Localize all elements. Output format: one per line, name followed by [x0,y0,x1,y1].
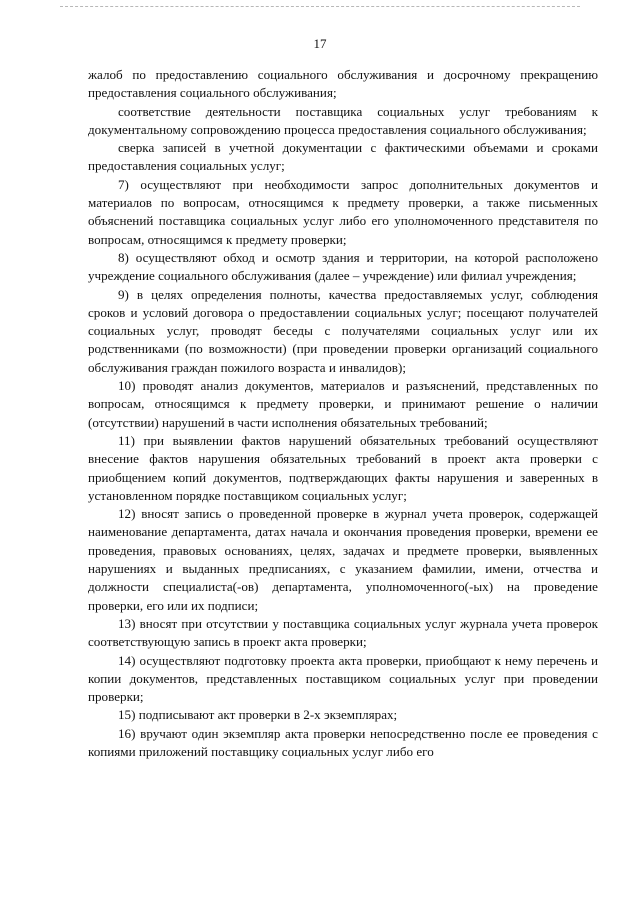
paragraph: жалоб по предоставлению социального обслуживания и досрочному прекращению предоставления социального обслуживания; [88,67,598,101]
page-number: 17 [313,36,327,51]
paragraph: соответствие деятельности поставщика социальных услуг требованиям к документальному сопровождению процесса предоставления социального обслуживания; [88,103,598,137]
paragraph: 15) подписывают акт проверки в 2-х экземплярах; [118,707,398,723]
paragraph: 14) осуществляют подготовку проекта акта проверки, приобщают к нему перечень и копии документов, представленных поставщиком социальных услуг при проведении проверки; [88,652,598,705]
paragraph: 8) осуществляют обход и осмотр здания и территории, на которой расположено учреждение социального обслуживания (далее – учреждение) или филиал учреждения; [88,249,598,284]
paragraph: 9) в целях определения полноты, качества предоставляемых услуг, соблюдения сроков и условий договора о предоставлении социальных услуг; посещают получателей социальных услуг, проводят беседы с получателями социальных услуг или их родственниками (по возможности) (при проведении проверки организаций социального обслуживания граждан пожилого возраста и инвалидов); [88,286,598,375]
paragraph: 10) проводят анализ документов, материалов и разъяснений, представленных по вопросам, относящимся к предмету проверки, и принимают решение о наличии (отсутствии) нарушений в части исполнения обязательных требований; [88,378,598,430]
paragraph: 13) вносят при отсутствии у поставщика социальных услуг журнала учета проверок соответствующую запись в проект акта проверки; [88,615,598,650]
paragraph: 11) при выявлении фактов нарушений обязательных требований осуществляют внесение фактов нарушения обязательных требований в проект акта проверки с приобщением копий документов, подтверждающих факты нарушения и заверенных в установленном порядке поставщиком социальных услуг; [88,432,598,503]
paragraph: 16) вручают один экземпляр акта проверки непосредственно после ее проведения с копиями приложений поставщику социальных услуг либо его [88,725,598,759]
document-body [88,66,598,761]
scan-edge-line [60,6,580,7]
paragraph: 12) вносят запись о проведенной проверке в журнал учета проверок, содержащей наименование департамента, датах начала и окончания проведения проверки, времени ее проведения, правовых основаниях, целях, задачах и предмете проверки, выявленных нарушениях и выданных предписаниях, с указанием фамилии, имени, отчества и должности специалиста(-ов) департамента, уполномоченного(-ых) на проведение проверки, его или их подписи; [88,506,598,613]
paragraph: сверка записей в учетной документации с фактическими объемами и сроками предоставления социальных услуг; [88,140,598,174]
paragraph: 7) осуществляют при необходимости запрос дополнительных документов и материалов по вопросам, относящимся к предмету проверки, а также письменных объяснений поставщика социальных услуг либо его уполномоченного представителя по вопросам, относящимся к предмету проверки; [88,176,598,247]
